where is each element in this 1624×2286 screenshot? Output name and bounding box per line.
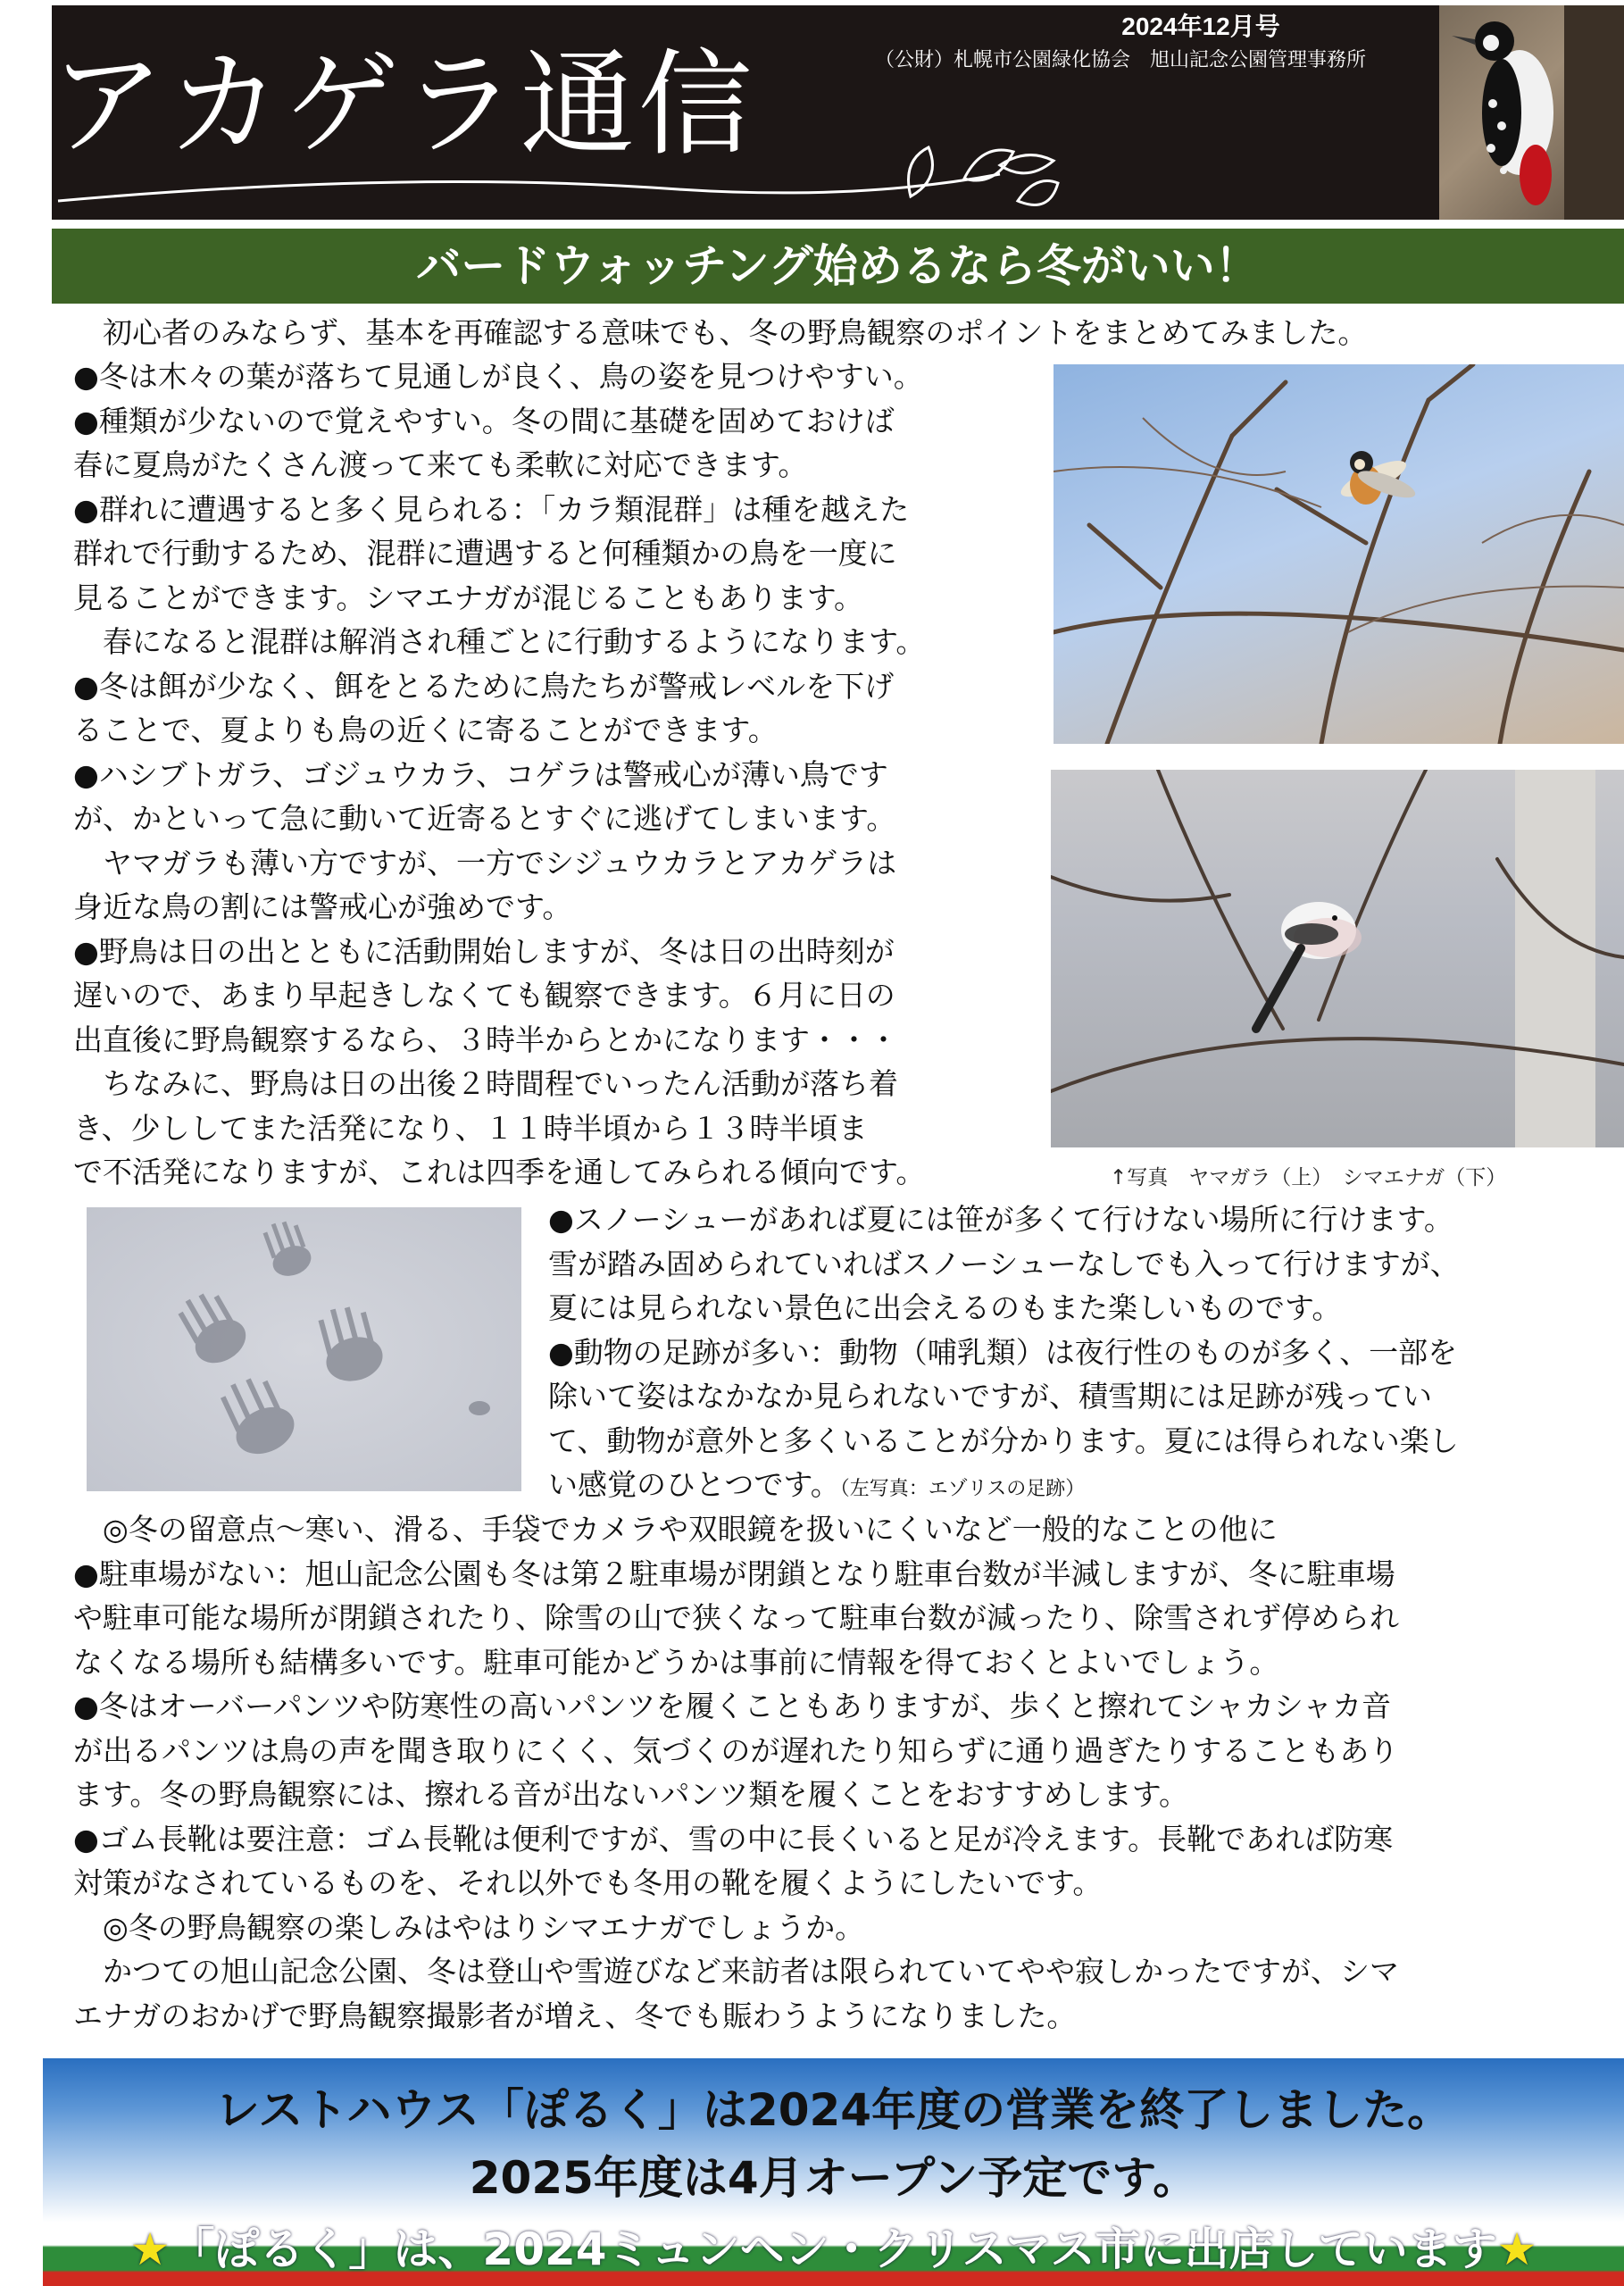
paragraph-line: ちなみに、野鳥は日の出後２時間程でいったん活動が落ち着 (73, 1066, 898, 1101)
paragraph-line: 群れで行動するため、混群に遭遇すると何種類かの鳥を一度に (73, 536, 897, 571)
paragraph-line: ることで、夏よりも鳥の近くに寄ることができます。 (73, 713, 778, 747)
paragraph-line: ●種類が少ないので覚えやすい。冬の間に基礎を固めておけば (73, 403, 895, 438)
paragraph-line-end: い感覚のひとつです。 (548, 1467, 840, 1502)
paragraph-line: 出直後に野鳥観察するなら、３時半からとかになります・・・ (73, 1022, 898, 1057)
paragraph-line: 身近な鳥の割には警戒心が強めです。 (73, 889, 572, 924)
star-icon: ★ (1496, 2223, 1537, 2275)
paragraph-line: 見ることができます。シマエナガが混じることもあります。 (73, 580, 864, 615)
leaf-vine-decoration (54, 134, 1062, 219)
paragraph-line: 遅いので、あまり早起きしなくても観察できます。６月に日の (73, 978, 895, 1013)
paragraph-line: ヤマガラも薄い方ですが、一方でシジュウカラとアカゲラは (73, 845, 897, 880)
paragraph-line: ●野鳥は日の出とともに活動開始しますが、冬は日の出時刻が (73, 933, 895, 969)
shimaenaga-photo (1051, 770, 1624, 1147)
bottom-text-block (73, 1507, 1624, 2038)
paragraph-line: かつての旭山記念公園、冬は登山や雪遊びなど来訪者は限られていてやや寂しかったですが、シマ (73, 1954, 1399, 1989)
paragraph-line: ◎冬の留意点～寒い、滑る、手袋でカメラや双眼鏡を扱いにくいなど一般的なことの他に (73, 1512, 1278, 1547)
photo-caption: ↑写真 ヤマガラ（上） シマエナガ（下） (1110, 1166, 1507, 1189)
paragraph-line: ●スノーシューがあれば夏には笹が多くて行けない場所に行けます。 (548, 1202, 1453, 1237)
paragraph-line: なくなる場所も結構多いです。駐車可能かどうかは事前に情報を得ておくとよいでしょう。 (73, 1644, 1279, 1680)
paragraph-line: や駐車可能な場所が閉鎖されたり、除雪の山で狭くなって駐車台数が減ったり、除雪されず停められ (73, 1600, 1399, 1635)
woodpecker-photo (1439, 5, 1624, 220)
paragraph-line: ●ハシブトガラ、ゴジュウカラ、コゲラは警戒心が薄い鳥です (73, 756, 888, 792)
paragraph-line: で不活発になりますが、これは四季を通してみられる傾向です。 (73, 1155, 926, 1189)
intro-text-block (73, 311, 1591, 355)
organization-name: （公財）札幌市公園緑化協会 旭山記念公園管理事務所 (875, 49, 1367, 71)
squirrel-tracks-photo (87, 1207, 521, 1491)
paragraph-line: 対策がなされているものを、それ以外でも冬用の靴を履くようにしたいです。 (73, 1865, 1103, 1900)
paragraph-line: 春になると混群は解消され種ごとに行動するようになります。 (73, 624, 926, 659)
paragraph-line: て、動物が意外と多くいることが分かります。夏には得られない楽し (548, 1422, 1459, 1458)
paragraph-line: 初心者のみならず、基本を再確認する意味でも、冬の野鳥観察のポイントをまとめてみました。 (73, 315, 1368, 350)
yamagara-photo (1054, 364, 1624, 744)
middle-text-block (548, 1197, 1624, 1512)
left-column-text (73, 355, 1055, 1195)
paragraph-line: が、かといって急に動いて近寄るとすぐに逃げてしまいます。 (73, 801, 896, 836)
issue-date: 2024年12月号 (1121, 13, 1280, 40)
paragraph-line: 除いて姿はなかなか見られないですが、積雪期には足跡が残ってい (548, 1379, 1432, 1414)
paragraph-line: ●動物の足跡が多い：動物（哺乳類）は夜行性のものが多く、一部を (548, 1334, 1458, 1370)
paragraph-line: ●冬は餌が少なく、餌をとるために鳥たちが警戒レベルを下げ (73, 668, 895, 704)
paragraph-line: き、少ししてまた活発になり、１１時半頃から１３時半頃ま (73, 1110, 868, 1146)
paragraph-line: ます。冬の野鳥観察には、擦れる音が出ないパンツ類を履くことをおすすめします。 (73, 1777, 1189, 1812)
paragraph-line: が出るパンツは鳥の声を聞き取りにくく、気づくのが遅れたり知らずに通り過ぎたりすることもあり (73, 1732, 1399, 1768)
notice-line-3-text: 「ぽるく」は、2024ミュンヘン・クリスマス市に出店しています (170, 2223, 1497, 2275)
masthead-title: アカゲラ通信 (50, 38, 756, 171)
paragraph-line: 春に夏鳥がたくさん渡って来ても柔軟に対応できます。 (73, 447, 808, 482)
paragraph-line: ●駐車場がない：旭山記念公園も冬は第２駐車場が閉鎖となり駐車台数が半減しますが、冬に駐車場 (73, 1556, 1395, 1591)
paragraph-line: 夏には見られない景色に出会えるのもまた楽しいものです。 (548, 1290, 1342, 1325)
paragraph-line: ●冬は木々の葉が落ちて見通しが良く、鳥の姿を見つけやすい。 (73, 359, 923, 394)
notice-line-2: 2025年度は4月オープン予定です。 (469, 2152, 1198, 2204)
headline-banner: バードウォッチング始めるなら冬がいい！ (52, 229, 1624, 304)
notice-line-1: レストハウス「ぽるく」は2024年度の営業を終了しました。 (214, 2084, 1453, 2136)
paragraph-line: ●群れに遭遇すると多く見られる：「カラ類混群」は種を越えた (73, 491, 910, 527)
paragraph-line: エナガのおかげで野鳥観察撮影者が増え、冬でも賑わうようになりました。 (73, 1998, 1077, 2033)
notice-line-3 (43, 2214, 1624, 2278)
paragraph-line: ◎冬の野鳥観察の楽しみはやはりシマエナガでしょうか。 (73, 1909, 865, 1945)
paragraph-line: ●冬はオーバーパンツや防寒性の高いパンツを履くこともありますが、歩くと擦れてシャカシャカ音 (73, 1689, 1392, 1723)
paragraph-line: ●ゴム長靴は要注意：ゴム長靴は便利ですが、雪の中に長くいると足が冷えます。長靴であれば防寒 (73, 1821, 1394, 1856)
paragraph-line: 雪が踏み固められていればスノーシューなしでも入って行けますが、 (548, 1246, 1460, 1281)
track-photo-caption: （左写真：エゾリスの足跡） (839, 1478, 1086, 1500)
star-icon: ★ (129, 2223, 171, 2275)
paragraph-line (548, 1463, 1624, 1512)
resthouse-notice-banner (43, 2058, 1624, 2286)
